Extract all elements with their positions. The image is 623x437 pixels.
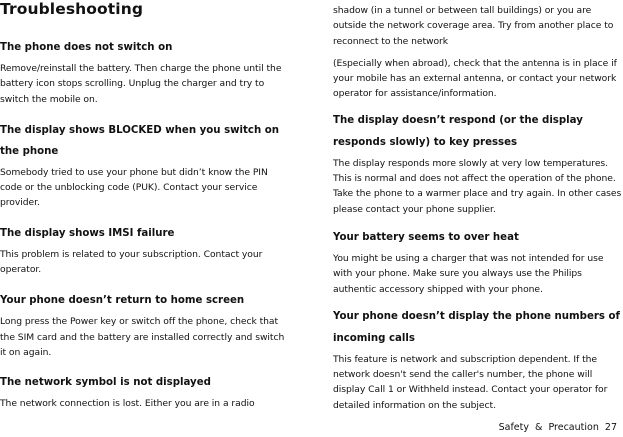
section-display-no-response (333, 110, 623, 217)
section-incoming-numbers (333, 306, 623, 413)
section-phone-not-switch-on (0, 37, 292, 107)
page-footer (499, 420, 617, 435)
section-heading: The display doesn’t respond (or the display responds slowly) to key presses (333, 114, 583, 148)
section-body: Long press the Power key or switch off the phone, check that the SIM card and the battery are installed correctly and switch it on again. (0, 316, 285, 358)
section-heading: The display shows IMSI failure (0, 227, 175, 239)
continuation-text: shadow (in a tunnel or between tall buildings) or you are outside the network coverage area. Try from another place to reconnect to the network (333, 5, 614, 47)
left-column (0, 0, 292, 412)
section-heading: Your phone doesn’t display the phone numbers of incoming calls (333, 310, 620, 344)
right-column (333, 0, 623, 413)
section-network-symbol (0, 372, 292, 411)
section-body: You might be using a charger that was not intended for use with your phone. Make sure you always use the Philips authentic accessory shipped with your phone. (333, 252, 604, 295)
section-body: The display responds more slowly at very low temperatures. This is normal and does not affect the operation of the phone. Take the phone to a warmer place and try again. In other cases please contact your phone supplier. (333, 157, 622, 215)
section-body: The network connection is lost. Either you are in a radio (0, 398, 255, 410)
section-battery-overheat (333, 227, 623, 297)
section-imsi-failure (0, 223, 292, 278)
section-heading: The network symbol is not displayed (0, 377, 211, 389)
section-body: This feature is network and subscription dependent. If the network doesn't send the caller's number, the phone will display Call 1 or Withheld instead. Contact your operator for detailed information on the subject. (333, 353, 608, 411)
section-heading: Your battery seems to over heat (333, 231, 519, 243)
continuation-text: (Especially when abroad), check that the antenna is in place if your mobile has an external antenna, or contact your network operator for assistance/information. (333, 57, 617, 100)
section-display-blocked (0, 120, 292, 211)
section-body: Somebody tried to use your phone but didn’t know the PIN code or the unblocking code (PUK). Contact your service provider. (0, 166, 268, 209)
section-no-home-screen (0, 290, 292, 360)
footer-section-label: Safety & Precaution (498, 422, 599, 433)
section-body: This problem is related to your subscription. Contact your operator. (0, 248, 263, 276)
section-heading: Your phone doesn’t return to home screen (0, 295, 245, 307)
section-heading: The phone does not switch on (0, 42, 173, 53)
page-title: Troubleshooting (0, 0, 144, 18)
section-heading: The display shows BLOCKED when you switch on the phone (0, 124, 280, 157)
page-number: 27 (604, 422, 617, 433)
section-body: Remove/reinstall the battery. Then charge the phone until the battery icon stops scrolling. Unplug the charger and try to switch the mobile on. (0, 63, 282, 105)
